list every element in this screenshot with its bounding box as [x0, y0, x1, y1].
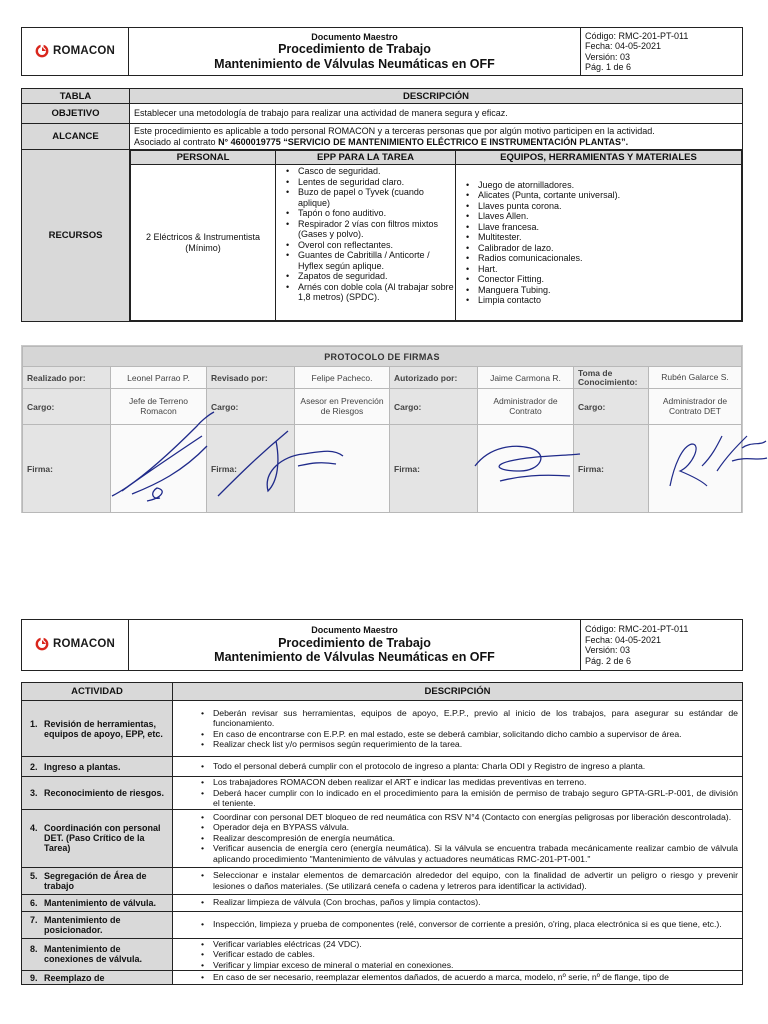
cargo-label-4: Cargo:: [574, 389, 649, 425]
activity-description: [173, 938, 743, 971]
col-descripcion-2: DESCRIPCIÓN: [173, 683, 743, 701]
doc-page-2: Pág. 2 de 6: [585, 655, 632, 666]
list-item: • Conector Fitting.: [456, 274, 741, 285]
activity-number: 2.: [30, 761, 38, 772]
cargo-value-3: Administrador de Contrato: [478, 389, 574, 425]
list-item: • Arnés con doble cola (Al trabajar sobre 1,8 metros) (SPDC).: [276, 282, 455, 303]
doc-version: Versión: 03: [585, 51, 631, 62]
firma-label-3: Firma:: [390, 425, 478, 513]
signature-jaime: [470, 426, 590, 496]
meta-cell-2: [581, 620, 743, 671]
activity-name: [22, 809, 173, 867]
activity-description: [173, 757, 743, 777]
activity-number: 7.: [30, 914, 38, 925]
alcance-text: [130, 124, 743, 150]
cargo-value-1: Jefe de Terreno Romacon: [111, 389, 207, 425]
objetivo-text: Establecer una metodología de trabajo para realizar una actividad de manera segura y eficaz.: [130, 104, 743, 124]
logo-text-2: ROMACON: [52, 638, 116, 650]
equipos-head: EQUIPOS, HERRAMIENTAS Y MATERIALES: [456, 151, 742, 165]
title-cell-2: [129, 620, 581, 671]
activity-description: [173, 911, 743, 938]
table-row: [22, 701, 743, 757]
activity-name: [22, 757, 173, 777]
doc-code: Código: RMC-201-PT-011: [585, 30, 689, 41]
activity-name: [22, 867, 173, 894]
activities-table: [21, 682, 743, 985]
objetivo-label: OBJETIVO: [22, 104, 130, 124]
personal-head: PERSONAL: [131, 151, 276, 165]
revisado-label: Revisado por:: [207, 367, 295, 389]
table-row: [22, 894, 743, 911]
firma-label-2: Firma:: [207, 425, 295, 513]
doc-type: Documento Maestro: [311, 31, 398, 42]
table-row: [22, 867, 743, 894]
activity-number: 5.: [30, 870, 38, 881]
logo-cell-2: [22, 620, 129, 671]
doc-type-2: Documento Maestro: [311, 625, 398, 636]
activity-name: [22, 894, 173, 911]
doc-subtitle-2: Mantenimiento de Válvulas Neumáticas en OFF: [214, 650, 495, 665]
activity-number: 1.: [30, 718, 38, 729]
list-item: • Calibrador de lazo.: [456, 243, 741, 254]
epp-head: EPP PARA LA TAREA: [276, 151, 456, 165]
list-item: • Realizar limpieza de válvula (Con brochas, paños y limpia contactos).: [173, 897, 742, 908]
list-item: • Buzo de papel o Tyvek (cuando aplique): [276, 187, 455, 208]
alcance-label: ALCANCE: [22, 124, 130, 150]
activity-number: 8.: [30, 944, 38, 955]
recursos-label: RECURSOS: [22, 150, 130, 322]
equipos-list: [456, 180, 741, 306]
list-item: • Manguera Tubing.: [456, 285, 741, 296]
cargo-label-2: Cargo:: [207, 389, 295, 425]
doc-subtitle: Mantenimiento de Válvulas Neumáticas en OFF: [214, 56, 495, 71]
activity-bullets: [173, 972, 742, 983]
list-item: • Deberá hacer cumplir con lo indicado en el procedimiento para la emisión de permiso de trabajo seguro GPTA-GRL-P-001, de división el teniente.: [173, 788, 742, 809]
list-item: • Verificar y limpiar exceso de mineral o material en conexiones.: [173, 960, 742, 971]
list-item: • Llaves Allen.: [456, 211, 741, 222]
title-cell: [129, 28, 581, 76]
list-item: • Realizar descompresión de energía neumática.: [173, 833, 742, 844]
romacon-logo-icon: [35, 637, 49, 651]
alcance-line2: [134, 137, 738, 148]
doc-date-2: Fecha: 04-05-2021: [585, 634, 662, 645]
table-row: [22, 757, 743, 777]
list-item: • Guantes de Cabritilla / Anticorte / Hyflex según aplique.: [276, 250, 455, 271]
romacon-logo: [35, 44, 115, 58]
page2-header: [21, 619, 743, 671]
activity-title: Reemplazo de: [44, 972, 105, 983]
doc-title: Procedimiento de Trabajo: [278, 42, 431, 57]
col-tabla: TABLA: [22, 89, 130, 104]
activity-number: 6.: [30, 897, 38, 908]
activity-name: [22, 971, 173, 985]
list-item: • Verificar variables eléctricas (24 VDC).: [173, 939, 742, 950]
firma-label-4: Firma:: [574, 425, 649, 513]
list-item: • Hart.: [456, 264, 741, 275]
activity-name: [22, 938, 173, 971]
activity-title: Segregación de Área de trabajo: [44, 870, 147, 891]
activity-bullets: [173, 708, 742, 750]
list-item: • Llaves punta corona.: [456, 201, 741, 212]
alcance-prefix: Asociado al contrato: [134, 136, 219, 147]
activity-title: Mantenimiento de posicionador.: [44, 914, 121, 935]
activity-title: Ingreso a plantas.: [44, 761, 121, 772]
list-item: • En caso de encontrarse con E.P.P. en mal estado, este se deberá cambiar, solicitando dicho cambio a supervisor de área.: [173, 729, 742, 740]
table-row: [22, 911, 743, 938]
doc-version-2: Versión: 03: [585, 645, 631, 655]
activity-title: Coordinación con personal DET. (Paso Crítico de la Tarea): [44, 823, 161, 853]
list-item: • Llave francesa.: [456, 222, 741, 233]
alcance-contract: N° 4600019775 “SERVICIO DE MANTENIMIENTO ELÉCTRICO E INSTRUMENTACIÓN PLANTAS”.: [218, 136, 629, 147]
realizado-label: Realizado por:: [23, 367, 111, 389]
col-actividad: ACTIVIDAD: [22, 683, 173, 701]
firmas-title: PROTOCOLO DE FIRMAS: [23, 347, 742, 367]
list-item: • Radios comunicacionales.: [456, 253, 741, 264]
table-row: [22, 777, 743, 810]
table-row: [22, 938, 743, 971]
activity-title: Reconocimiento de riesgos.: [44, 787, 165, 798]
activities-body: [22, 701, 743, 985]
activity-name: [22, 911, 173, 938]
activity-description: [173, 701, 743, 757]
activity-bullets: [173, 777, 742, 809]
autorizado-label: Autorizado por:: [390, 367, 478, 389]
activity-bullets: [173, 939, 742, 971]
activity-bullets: [173, 919, 742, 930]
list-item: • Inspección, limpieza y prueba de componentes (relé, conversor de corriente a presión, o'ring, placa electrónica si es que tiene, etc.).: [173, 919, 742, 930]
list-item: • Zapatos de seguridad.: [276, 271, 455, 282]
recursos-cell: [130, 150, 743, 322]
toma-name: Rubén Galarce S.: [649, 367, 742, 389]
activity-bullets: [173, 870, 742, 891]
personal-text: 2 Eléctricos & Instrumentista (Mínimo): [131, 165, 276, 321]
epp-cell: [276, 165, 456, 321]
epp-list: [276, 166, 455, 303]
activity-description: [173, 894, 743, 911]
list-item: • Multitester.: [456, 232, 741, 243]
list-item: • Casco de seguridad.: [276, 166, 455, 177]
cargo-label-3: Cargo:: [390, 389, 478, 425]
list-item: • Verificar estado de cables.: [173, 949, 742, 960]
list-item: • Overol con reflectantes.: [276, 240, 455, 251]
signature-felipe: [208, 416, 358, 506]
activity-description: [173, 971, 743, 985]
activity-description: [173, 809, 743, 867]
list-item: • Seleccionar e instalar elementos de demarcación alrededor del equipo, con la finalidad de advertir un peligro o riesgo y prevenir lesiones o daños materiales. (Se utilizará cenefa o cadena y letreros para identificar la actividad).: [173, 870, 742, 891]
activity-name: [22, 701, 173, 757]
activity-description: [173, 777, 743, 810]
equipos-cell: [456, 165, 742, 321]
logo-cell: [22, 28, 129, 76]
activity-bullets: [173, 812, 742, 865]
activity-bullets: [173, 897, 742, 908]
revisado-name: Felipe Pacheco.: [295, 367, 390, 389]
activity-number: 3.: [30, 787, 38, 798]
list-item: • Operador deja en BYPASS válvula.: [173, 822, 742, 833]
activity-title: Mantenimiento de válvula.: [44, 897, 157, 908]
list-item: • En caso de ser necesario, reemplazar elementos dañados, de acuerdo a marca, modelo, nº serie, nº de flange, tipo de: [173, 972, 742, 983]
activity-name: [22, 777, 173, 810]
cargo-value-4: Administrador de Contrato DET: [649, 389, 742, 425]
activity-description: [173, 867, 743, 894]
list-item: • Juego de atornilladores.: [456, 180, 741, 191]
table-row: [22, 809, 743, 867]
doc-title-2: Procedimiento de Trabajo: [278, 635, 431, 650]
list-item: • Deberán revisar sus herramientas, equipos de apoyo, E.P.P., previo al inicio de los trabajos, para asegurar su estándar de funcionamiento.: [173, 708, 742, 729]
list-item: • Realizar check list y/o permisos según requerimiento de la tarea.: [173, 739, 742, 750]
cargo-label-1: Cargo:: [23, 389, 111, 425]
list-item: • Lentes de seguridad claro.: [276, 177, 455, 188]
doc-page: Pág. 1 de 6: [585, 62, 632, 72]
list-item: • Alicates (Punta, cortante universal).: [456, 190, 741, 201]
list-item: • Los trabajadores ROMACON deben realizar el ART e indicar las medidas preventivas en terreno.: [173, 777, 742, 788]
doc-code-2: Código: RMC-201-PT-011: [585, 624, 689, 634]
list-item: • Verificar ausencia de energía cero (energía neumática). Si la válvula se encuentra trabada mecánicamente realizar cambio de válvula aplicando procedimiento "Mantenimiento de válvulas y actuadores neumáticas RMC-201-PT-001.": [173, 843, 742, 864]
signature-ruben: [662, 426, 768, 501]
table-row: [22, 971, 743, 985]
signature-protocol: [21, 345, 743, 513]
activity-number: 9.: [30, 972, 38, 983]
page1-header: [21, 27, 743, 76]
info-table: [21, 88, 743, 322]
col-descripcion: DESCRIPCIÓN: [130, 89, 743, 104]
romacon-logo-2: [35, 637, 115, 651]
activity-bullets: [173, 761, 742, 772]
list-item: • Respirador 2 vías con filtros mixtos (Gases y polvo).: [276, 219, 455, 240]
firma-label-1: Firma:: [23, 425, 111, 513]
doc-date: Fecha: 04-05-2021: [585, 41, 662, 51]
toma-label: Toma de Conocimiento:: [574, 367, 649, 389]
list-item: • Tapón o fono auditivo.: [276, 208, 455, 219]
activity-title: Mantenimiento de conexiones de válvula.: [44, 944, 143, 965]
list-item: • Coordinar con personal DET bloqueo de red neumática con RSV N°4 (Contacto con energías peligrosas por liberación descontrolada).: [173, 812, 742, 823]
meta-cell: [581, 28, 743, 76]
realizado-name: Leonel Parrao P.: [111, 367, 207, 389]
romacon-logo-icon: [35, 44, 49, 58]
alcance-line1: Este procedimiento es aplicable a todo personal ROMACON y a terceras personas que por algún motivo participen en la actividad.: [134, 126, 655, 136]
activity-number: 4.: [30, 823, 38, 833]
cargo-value-2: Asesor en Prevención de Riesgos: [295, 389, 390, 425]
list-item: • Limpia contacto: [456, 295, 741, 306]
logo-text: ROMACON: [52, 44, 116, 57]
list-item: • Todo el personal deberá cumplir con el protocolo de ingreso a planta: Charla ODI y Registro de ingreso a planta.: [173, 761, 742, 772]
autorizado-name: Jaime Carmona R.: [478, 367, 574, 389]
activity-title: Revisión de herramientas, equipos de apoyo, EPP, etc.: [44, 718, 163, 739]
